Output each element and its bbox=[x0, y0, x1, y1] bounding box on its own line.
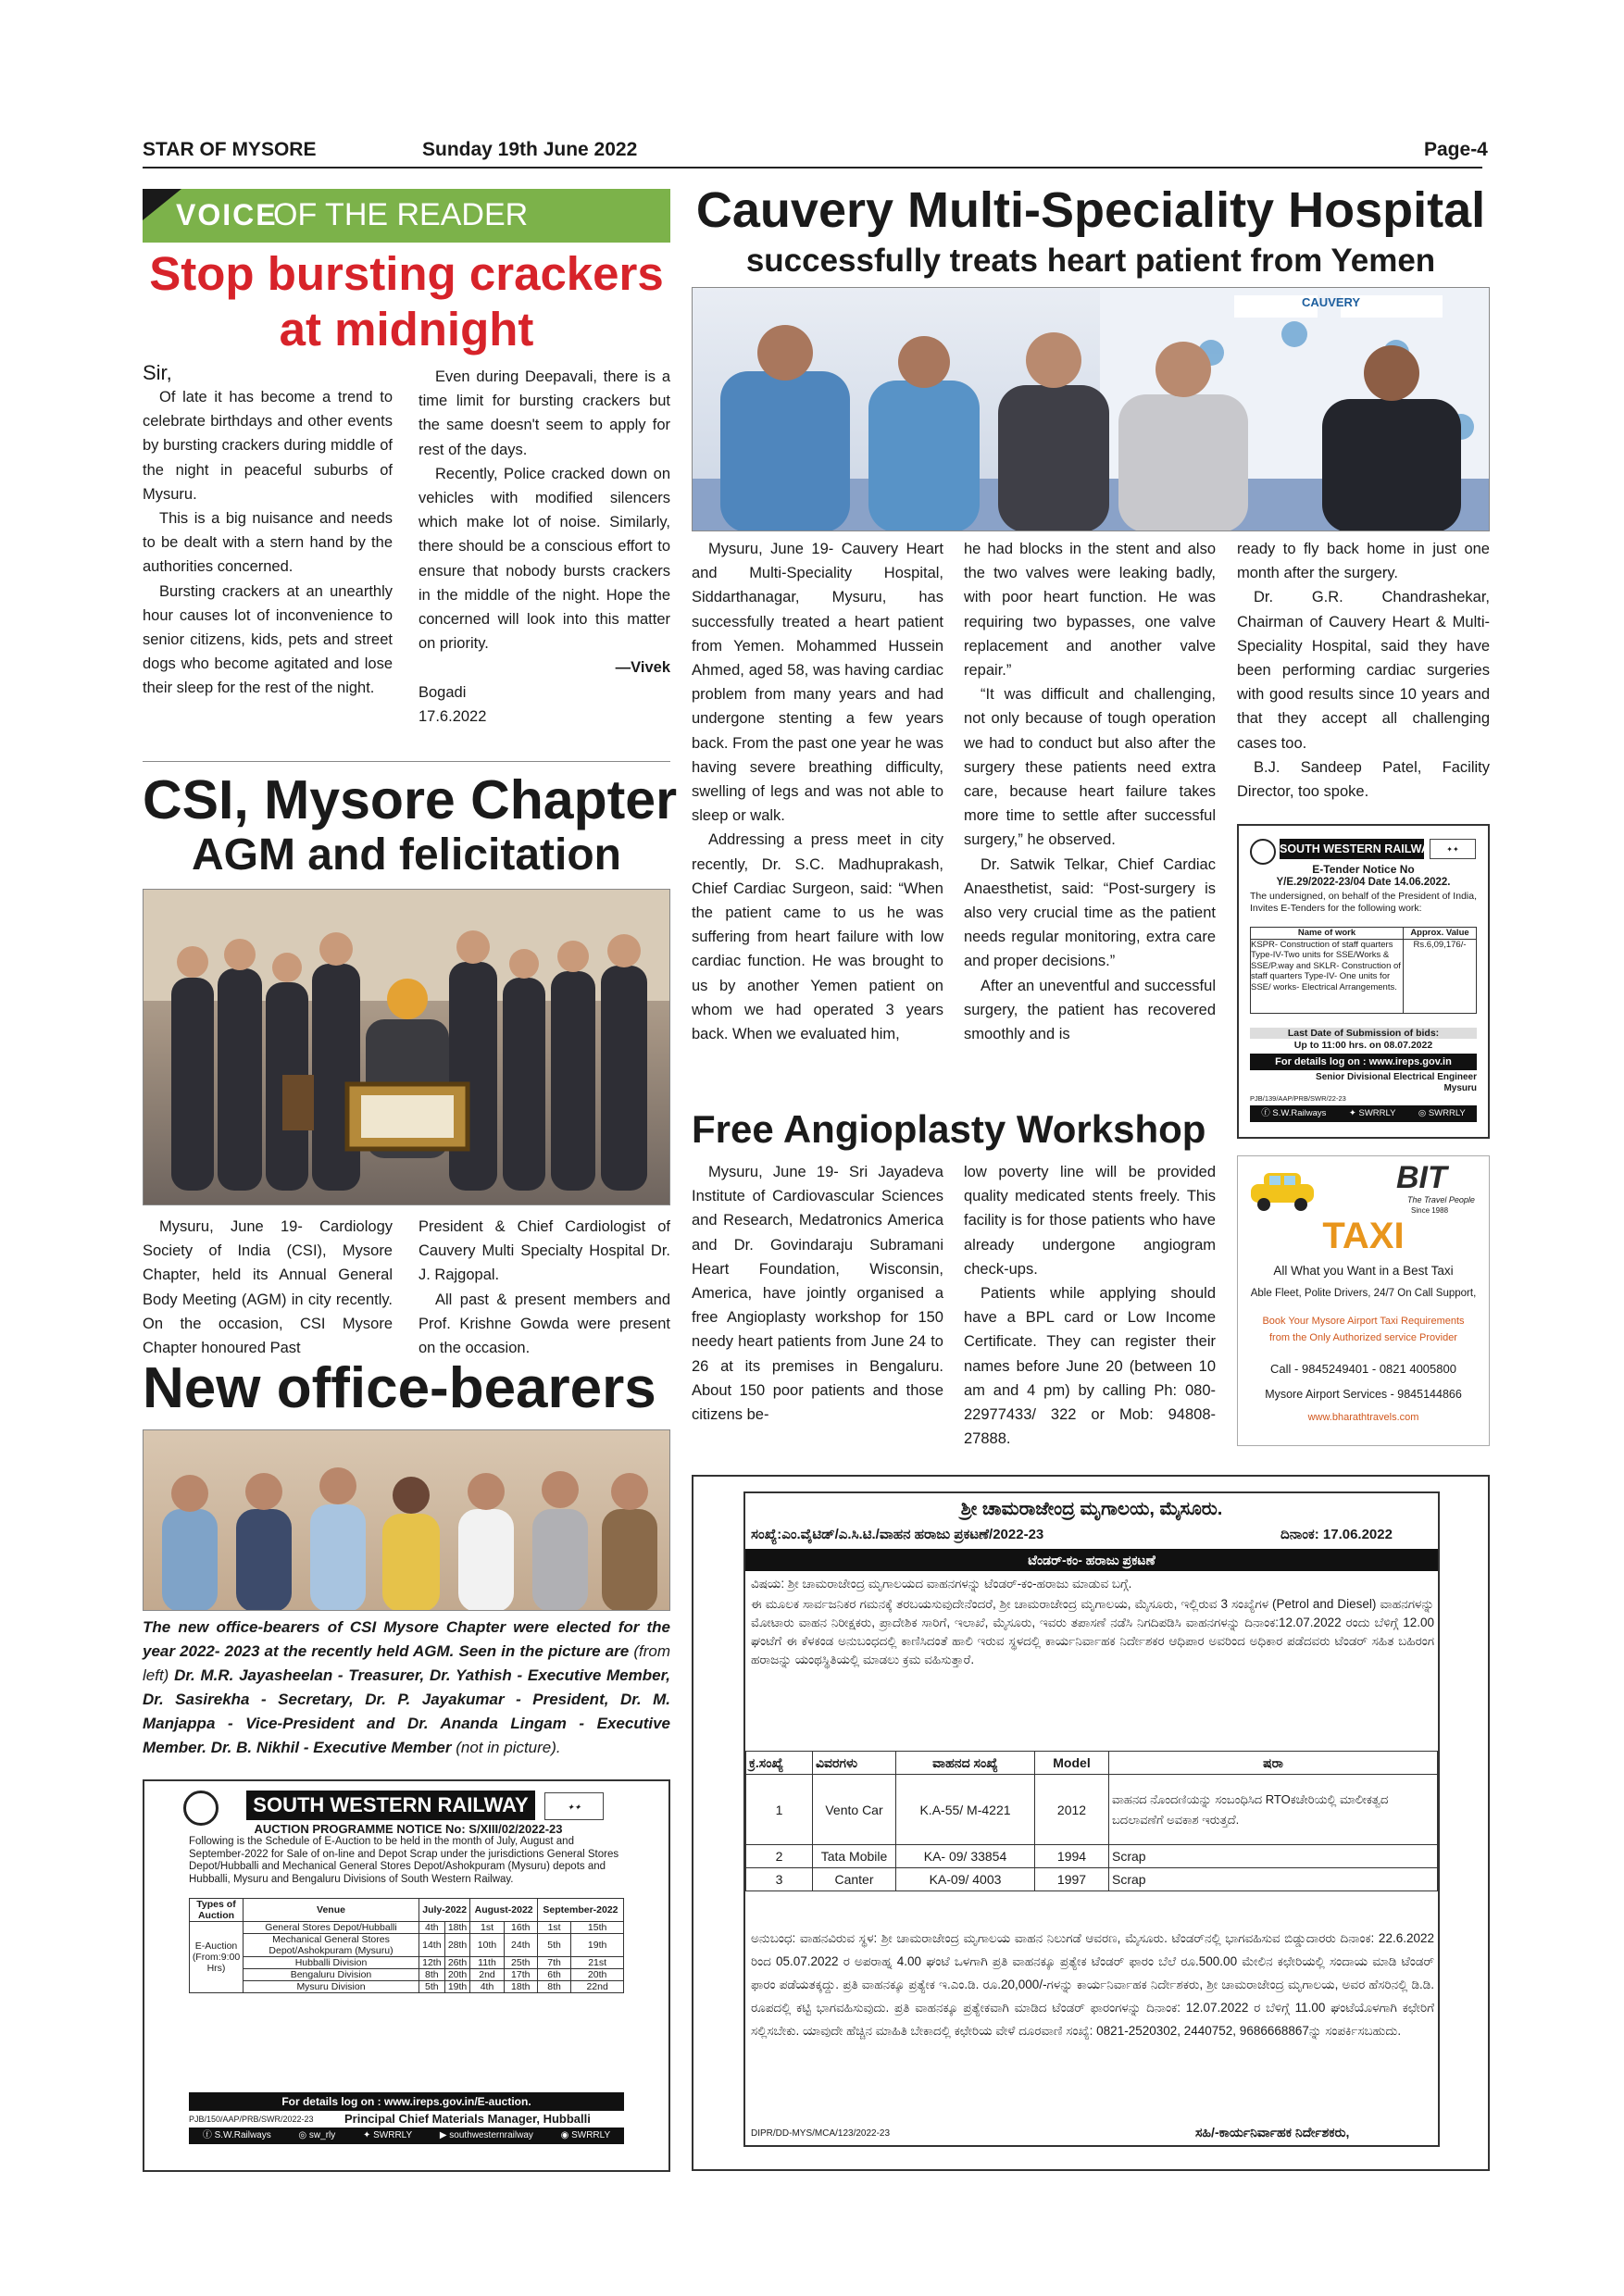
auction-cell: Hubballi Division bbox=[244, 1957, 419, 1969]
angio-paragraph: Mysuru, June 19- Sri Jayadeva Institute of Cardiovascular Sciences and Research, Medatronics America and Dr. Govindaraju Subramani Heart Foundation, Wisconsin, America, have jointly organised a free Angioplasty workshop for 150 needy heart patients from June 24 to 26 at its premises in Bengaluru. About 150 poor patients and those citizens be- bbox=[692, 1164, 943, 1424]
voice-column-2 bbox=[418, 365, 670, 729]
youtube-icon[interactable]: ▶ southwesternrailway bbox=[439, 2130, 533, 2140]
taxi-brand: BIT bbox=[1396, 1160, 1447, 1195]
letter-place: Bogadi bbox=[418, 683, 467, 701]
swr-etender-ad bbox=[1237, 824, 1490, 1139]
zoo-date: ದಿನಾಂಕ: 17.06.2022 bbox=[1280, 1527, 1393, 1542]
salutation: Sir, bbox=[143, 361, 172, 384]
auction-cell: 1st bbox=[470, 1922, 504, 1934]
auction-cell: 17th bbox=[504, 1969, 537, 1981]
zoo-cell: KA- 09/ 33854 bbox=[896, 1845, 1035, 1868]
zoo-cell: ವಾಹನದ ನೊಂದಣಿಯನ್ನು ಸಂಬಂಧಿಸಿದ RTOಕಚೇರಿಯಲ್ಲಿ ಮಾಲೀಕತ್ವದ ಬದಲಾವಣೆಗೆ ಅವಕಾಶ ಇರುತ್ತದೆ. bbox=[1109, 1775, 1438, 1845]
cauvery-paragraph: Dr. G.R. Chandrashekar, Chairman of Cauvery Heart & Multi-Speciality Hospital, said they have been performing cardiac surgeries with good results since 10 years and that they accept all challenging cases too. bbox=[1237, 589, 1490, 752]
office-bearers-illustration bbox=[144, 1430, 670, 1611]
zoo-header: Model bbox=[1035, 1752, 1109, 1775]
csi-agm-photo bbox=[143, 889, 670, 1205]
csi-paragraph: Mysuru, June 19- Cardiology Society of India (CSI), Mysore Chapter, held its Annual General Body Meeting (AGM) in city recently. On the occasion, CSI Mysore Chapter honoured Past bbox=[143, 1218, 393, 1357]
auction-cell: 15th bbox=[571, 1922, 624, 1934]
azadi-logo-icon: ✦✦ bbox=[1430, 839, 1476, 859]
azadi-logo-icon: ✦✦ bbox=[544, 1792, 604, 1820]
zoo-title: ಶ್ರೀ ಚಾಮರಾಜೇಂದ್ರ ಮೃಗಾಲಯ, ಮೈಸೂರು. bbox=[960, 1499, 1223, 1519]
etender-work: KSPR- Construction of staff quarters Type-IV-Two units for SSE/Works & SSE/P.way and SKLR- Construction of staff quarters Type-IV- One units for SSE/ works- Electrical Arrangements. bbox=[1251, 939, 1404, 1013]
etender-notice: E-Tender Notice No bbox=[1312, 863, 1415, 876]
voice-banner bbox=[143, 189, 670, 243]
auction-cell: 16th bbox=[504, 1922, 537, 1934]
taxi-airport: Mysore Airport Services - 9845144866 bbox=[1265, 1388, 1462, 1401]
facebook-icon[interactable]: ⓕ S.W.Railways bbox=[1261, 1108, 1327, 1118]
voice-paragraph: Of late it has become a trend to celebrate birthdays and other events by bursting crackers during middle of the night in peaceful suburbs of Mysuru. bbox=[143, 389, 393, 503]
taxi-line-3: Book Your Mysore Airport Taxi Requirements bbox=[1262, 1316, 1465, 1327]
railway-emblem-icon bbox=[1250, 839, 1276, 865]
etender-header: Approx. Value bbox=[1404, 928, 1477, 940]
zoo-cell: 1997 bbox=[1035, 1868, 1109, 1891]
etender-last-date-label: Last Date of Submission of bids: bbox=[1250, 1028, 1477, 1039]
group-photo-illustration bbox=[144, 890, 670, 1205]
voice-paragraph: Recently, Police cracked down on vehicles with modified silencers which make lot of noise. Similarly, there should be a conscious effort to ensure that nobody bursts crackers in the middle of the night. Hope the concerned will look into this matter on priority. bbox=[418, 465, 670, 653]
auction-cell: General Stores Depot/Hubballi bbox=[244, 1922, 419, 1934]
zoo-cell: KA-09/ 4003 bbox=[896, 1868, 1035, 1891]
auction-cell: Mechanical General Stores Depot/Ashokpuram (Mysuru) bbox=[244, 1934, 419, 1957]
zoo-cell: K.A-55/ M-4221 bbox=[896, 1775, 1035, 1845]
auction-table bbox=[189, 1898, 624, 1993]
auction-social-bar bbox=[189, 2128, 624, 2144]
cauvery-subhead: successfully treats heart patient from Yemen bbox=[745, 243, 1436, 279]
auction-cell: 2nd bbox=[470, 1969, 504, 1981]
zoo-footer: ಅನುಬಂಧ: ವಾಹನವಿರುವ ಸ್ಥಳ: ಶ್ರೀ ಚಾಮರಾಜೇಂದ್ರ ಮೃಗಾಲಯ ವಾಹನ ನಿಲುಗಡೆ ಆವರಣ, ಮೈಸೂರು. ಟೆಂಡರ್‌ನಲ್ಲಿ ಭಾಗವಹಿಸುವ ಬಿಡ್ಡುದಾರರು ದಿನಾಂಕ: 22.6.2022 ರಿಂದ 05.07.2022 ರ ಅಪರಾಹ್ನ 4.00 ಘಂಟೆ ಒಳಗಾಗಿ ಪ್ರತಿ ವಾಹನಕ್ಕೂ ಪ್ರತ್ಯೇಕ ಟೆಂಡರ್ ಫಾರಂ ಬೆಲೆ ರೂ.500.00 ಮೇಲಿನ ಕಛೇರಿಯಲ್ಲಿ ಸಂದಾಯ ಮಾಡಿ ಟೆಂಡರ್ ಫಾರಂ ಪಡೆಯತಕ್ಕದ್ದು. ಪ್ರತಿ ವಾಹನಕ್ಕೂ ಪ್ರತ್ಯೇಕ ಇ.ಎಂ.ಡಿ. ರೂ.20,000/-ಗಳನ್ನು ಕಾರ್ಯನಿರ್ವಾಹಕ ನಿರ್ದೇಶಕರು, ಶ್ರೀ ಚಾಮರಾಜೇಂದ್ರ ಮೃಗಾಲಯ, ಅವರ ಹೆಸರಿನಲ್ಲಿ ಡಿ.ಡಿ. ರೂಪದಲ್ಲಿ ಕಟ್ಟಿ ಭಾಗವಹಿಸುವುದು. ಪ್ರತಿ ವಾಹನಕ್ಕೂ ಪ್ರತ್ಯೇಕವಾಗಿ ಮಾಡಿದ ಟೆಂಡರ್ ಫಾರಂಗಳನ್ನು ದಿನಾಂಕ: 12.07.2022 ರ ಬೆಳಿಗ್ಗೆ 11.00 ಘಂಟೆಯೊಳಗಾಗಿ ಕಛೇರಿಗೆ ಸಲ್ಲಿಸಬೇಕು. ಯಾವುದೇ ಹೆಚ್ಚಿನ ಮಾಹಿತಿ ಬೇಕಾದಲ್ಲಿ ಕಛೇರಿಯ ವೇಳೆ ದೂರವಾಣಿ ಸಂಖ್ಯೆ: 0821-2520302, 2440752, 9686668867ನ್ನು ಸಂಪರ್ಕಿಸಬಹುದು. bbox=[751, 1931, 1434, 2038]
zoo-tender-ad bbox=[692, 1475, 1490, 2171]
auction-cell: 4th bbox=[470, 1981, 504, 1993]
csi-column-2 bbox=[418, 1215, 670, 1360]
cauvery-paragraph: After an uneventful and successful surgery, the patient has recovered smoothly and is bbox=[964, 977, 1216, 1043]
issue-date: Sunday 19th June 2022 bbox=[422, 139, 638, 160]
auction-cell: 21st bbox=[571, 1957, 624, 1969]
auction-type: E-Auction (From:9:00 Hrs) bbox=[190, 1922, 244, 1993]
etender-code: PJB/139/AAP/PRB/SWR/22-23 bbox=[1250, 1094, 1346, 1103]
taxi-word: TAXI bbox=[1322, 1216, 1405, 1256]
auction-cell: 1st bbox=[537, 1922, 570, 1934]
cauvery-paragraph: ready to fly back home in just one month after the surgery. bbox=[1237, 541, 1490, 582]
cauvery-column-3 bbox=[1237, 537, 1490, 804]
auction-header: September-2022 bbox=[537, 1899, 623, 1922]
social-handle: southwesternrailway bbox=[449, 2130, 533, 2140]
auction-cell: 8th bbox=[537, 1981, 570, 1993]
angio-column-2 bbox=[964, 1160, 1216, 1451]
voice-headline-1: Stop bursting crackers bbox=[149, 247, 664, 300]
social-handle: SWRRLY bbox=[571, 2130, 611, 2140]
etender-table bbox=[1250, 927, 1477, 1014]
section-divider bbox=[143, 761, 670, 762]
auction-cell: 5th bbox=[537, 1934, 570, 1957]
facebook-icon[interactable]: ⓕ S.W.Railways bbox=[202, 2130, 271, 2140]
zoo-signer: ಸಹಿ/-ಕಾರ್ಯನಿರ್ವಾಹಕ ನಿರ್ದೇಶಕರು, bbox=[1195, 2125, 1350, 2140]
zoo-header: ವಿವರಗಳು bbox=[813, 1752, 896, 1775]
voice-paragraph: This is a big nuisance and needs to be dealt with a stern hand by the authorities concerned. bbox=[143, 510, 393, 576]
reader-label: OF THE READER bbox=[273, 197, 529, 232]
taxi-since: Since 1988 bbox=[1411, 1206, 1449, 1215]
etender-signer: Senior Divisional Electrical Engineer bbox=[1316, 1072, 1477, 1082]
csi-headline-1: CSI, Mysore Chapter bbox=[143, 769, 678, 830]
auction-cell: 26th bbox=[444, 1957, 470, 1969]
social-handle: SWRRLY bbox=[373, 2130, 413, 2140]
zoo-body: ಈ ಮೂಲಕ ಸಾರ್ವಜನಿಕರ ಗಮನಕ್ಕೆ ತರಬಯಸುವುದೇನೆಂದರೆ, ಶ್ರೀ ಚಾಮರಾಜೇಂದ್ರ ಮೃಗಾಲಯ, ಮೈಸೂರು, ಇಲ್ಲಿರುವ 3 ಸಂಖ್ಯೆಗಳ (Petrol and Diesel) ವಾಹನಗಳನ್ನು ಮೋಟಾರು ವಾಹನ ನಿರೀಕ್ಷಕರು, ಪ್ರಾದೇಶಿಕ ಸಾರಿಗೆ, ಇಲಾಖೆ, ಮೈಸೂರು, ಇವರು ತಪಾಸಣೆ ನಡೆಸಿ ನಿಗದಿಪಡಿಸಿ ವಾಹನಗಳನ್ನು ದಿನಾಂಕ:12.07.2022 ರಂದು ಬೆಳಿಗ್ಗೆ 12.00 ಘಂಟೆಗೆ ಈ ಕೆಳಕಂಡ ಅನುಬಂಧದಲ್ಲಿ ಕಾಣಿಸಿದಂತೆ ಹಾಲಿ ಇರುವ ಸ್ಥಳದಲ್ಲಿ ಕಾರ್ಯನಿರ್ವಾಹಕ ನಿರ್ದೇಶಕರ ಆಧಿಪಾರ ಅವರಿಂದ ಅಧಿಕಾರ ಪಡೆದವರು ಟೆಂಡರ್ ಸಹಿತ ಬಹಿರಂಗ ಹರಾಜನ್ನು ಯಂಥಸ್ಥಿತಿಯಲ್ಲಿ ಮಾಡಲು ಕ್ರಮ ವಹಿಸುತ್ತಾರೆ. bbox=[751, 1597, 1434, 1666]
cauvery-paragraph: Addressing a press meet in city recently, Dr. S.C. Madhuprakash, Chief Cardiac Surgeon, said: “When the patient came to us he was suffering from heart failure with low cardiac function. He was brought to us by another Yemen patient on whom we had operated 3 years back. When we evaluated him, bbox=[692, 831, 943, 1043]
auction-cell: 11th bbox=[470, 1957, 504, 1969]
auction-cell: 28th bbox=[444, 1934, 470, 1957]
cauvery-press-photo bbox=[692, 287, 1490, 531]
csi-paragraph: President & Chief Cardiologist of Cauvery Multi Specialty Hospital Dr. J. Rajgopal. bbox=[418, 1218, 670, 1284]
social-handle: SWRRLY bbox=[1358, 1108, 1396, 1118]
page-number: Page-4 bbox=[1424, 139, 1488, 160]
voice-label: VOICE bbox=[176, 198, 278, 231]
zoo-subject: ವಿಷಯ: ಶ್ರೀ ಚಾಮರಾಜೇಂದ್ರ ಮೃಗಾಲಯದ ವಾಹನಗಳನ್ನು ಟೆಂಡರ್-ಕಂ-ಹರಾಜು ಮಾಡುವ ಬಗ್ಗೆ. bbox=[751, 1577, 1132, 1591]
zoo-ref: ಸಂಖ್ಯೆ:ಎಂ.ವೈಟಿಡ್/ಎ.ಸಿ.ಟಿ./ವಾಹನ ಹರಾಜು ಪ್ರಕಟಣೆ/2022-23 bbox=[751, 1527, 1044, 1542]
paper-name: STAR OF MYSORE bbox=[143, 139, 317, 160]
etender-intro: The undersigned, on behalf of the President of India, Invites E-Tenders for the following work: bbox=[1250, 891, 1477, 914]
auction-cell: 19th bbox=[571, 1934, 624, 1957]
zoo-vehicle-table bbox=[745, 1751, 1438, 1891]
angio-paragraph: Patients while applying should have a BPL card or Low Income Certificate. They can register their names before June 20 (between 10 am and 4 pm) by calling Ph: 080-22977433/ 322 or Mob: 94808-27888. bbox=[964, 1285, 1216, 1448]
letter-signature: —Vivek bbox=[615, 659, 670, 677]
auction-header: Types of Auction bbox=[190, 1899, 244, 1922]
zoo-cell: Canter bbox=[813, 1868, 896, 1891]
auction-header: August-2022 bbox=[470, 1899, 538, 1922]
zoo-code: DIPR/DD-MYS/MCA/123/2022-23 bbox=[751, 2128, 891, 2139]
cauvery-paragraph: Mysuru, June 19- Cauvery Heart and Multi-Speciality Hospital, Siddarthanagar, Mysuru, has successfully treated a heart patient from Yemen. Mohammed Hussein Ahmed, aged 58, was having cardiac problem from many years and had undergone stenting a few years back. From the past one year he was having severe breathing difficulty, swelling of legs and was not able to sleep or walk. bbox=[692, 541, 943, 825]
auction-cell: 25th bbox=[504, 1957, 537, 1969]
auction-cell: 22nd bbox=[571, 1981, 624, 1993]
zoo-cell: 1 bbox=[746, 1775, 813, 1845]
auction-cell: 20th bbox=[571, 1969, 624, 1981]
angio-paragraph: low poverty line will be provided quality medicated stents freely. This facility is for those patients who have already undergone angiogram check-ups. bbox=[964, 1164, 1216, 1278]
caption-aside: (from left) bbox=[143, 1642, 670, 1684]
zoo-band: ಟೆಂಡರ್-ಕಂ- ಹರಾಜು ಪ್ರಕಟಣೆ bbox=[745, 1549, 1438, 1571]
twitter-icon[interactable]: ✦ SWRRLY bbox=[362, 2130, 413, 2140]
office-bearers-photo bbox=[143, 1429, 670, 1611]
csi-column-1 bbox=[143, 1215, 393, 1360]
auction-title: SOUTH WESTERN RAILWAY bbox=[246, 1791, 535, 1820]
zoo-header: ಕ್ರ.ಸಂಖ್ಯೆ bbox=[746, 1752, 813, 1775]
voice-headline-2: at midnight bbox=[279, 303, 534, 356]
etender-place: Mysuru bbox=[1443, 1083, 1477, 1093]
swr-auction-ad bbox=[143, 1779, 670, 2172]
taxi-car-icon bbox=[1245, 1167, 1319, 1214]
zoo-cell: 2 bbox=[746, 1845, 813, 1868]
zoo-cell: Vento Car bbox=[813, 1775, 896, 1845]
taxi-line-1: All What you Want in a Best Taxi bbox=[1273, 1264, 1454, 1278]
taxi-website[interactable]: www.bharathtravels.com bbox=[1307, 1412, 1419, 1423]
masthead-rule bbox=[143, 167, 1482, 168]
zoo-header: ಷರಾ bbox=[1109, 1752, 1438, 1775]
auction-notice-no: AUCTION PROGRAMME NOTICE No: S/XIII/02/2022-23 bbox=[254, 1822, 563, 1836]
auction-cell: 19th bbox=[444, 1981, 470, 1993]
taxi-line-4: from the Only Authorized service Provider bbox=[1269, 1332, 1457, 1343]
etender-social-bar bbox=[1250, 1105, 1477, 1122]
auction-cell: Mysuru Division bbox=[244, 1981, 419, 1993]
voice-paragraph: Bursting crackers at an unearthly hour causes lot of inconvenience to senior citizens, kids, pets and street dogs who become agitated and lose their sleep for the rest of the night. bbox=[143, 582, 393, 697]
voice-column-1 bbox=[143, 361, 393, 701]
auction-cell: 18th bbox=[444, 1922, 470, 1934]
caption-names: Dr. M.R. Jayasheelan - Treasurer, Dr. Yathish - Executive Member, Dr. Sasirekha - Secretary, Dr. P. Jayakumar - President, Dr. M. Manjappa - Vice-President and Dr. Ananda Lingam - Executive Member. Dr. B. Nikhil - Executive Member bbox=[143, 1666, 670, 1756]
press-meet-illustration bbox=[693, 288, 1490, 531]
cauvery-paragraph: he had blocks in the stent and also the two valves were leaking badly, with poor heart function. He was requiring two bypasses, one valve replacement and another valve repair.” bbox=[964, 541, 1216, 680]
auction-header: Venue bbox=[244, 1899, 419, 1922]
csi-paragraph: All past & present members and Prof. Krishne Gowda were present on the occasion. bbox=[418, 1291, 670, 1357]
cauvery-paragraph: “It was difficult and challenging, not only because of tough operation we had to conduct but also after the surgery these patients need extra care, because heart failure takes more time to settle after successful surgery,” he observed. bbox=[964, 686, 1216, 849]
zoo-notice-frame bbox=[743, 1491, 1440, 2147]
auction-cell: 24th bbox=[504, 1934, 537, 1957]
auction-cell: 7th bbox=[537, 1957, 570, 1969]
angio-headline: Free Angioplasty Workshop bbox=[692, 1107, 1206, 1151]
auction-cell: 5th bbox=[419, 1981, 445, 1993]
taxi-line-2: Able Fleet, Polite Drivers, 24/7 On Call Support, bbox=[1250, 1288, 1477, 1299]
csi-headline-2: AGM and felicitation bbox=[191, 830, 621, 880]
social-handle: S.W.Railways bbox=[1272, 1108, 1327, 1118]
social-handle: S.W.Railways bbox=[214, 2130, 271, 2140]
etender-ref: Y/E.29/2022-23/04 Date 14.06.2022. bbox=[1276, 877, 1451, 888]
auction-code: PJB/150/AAP/PRB/SWR/2022-23 bbox=[189, 2115, 314, 2124]
social-handle: sw_rly bbox=[308, 2130, 336, 2140]
cauvery-paragraph: Dr. Satwik Telkar, Chief Cardiac Anaesthetist, said: “Post-surgery is also very crucial time as the patient needs regular monitoring, extra care and proper decisions.” bbox=[964, 855, 1216, 970]
zoo-header: ವಾಹನದ ಸಂಖ್ಯೆ bbox=[896, 1752, 1035, 1775]
caption-text: The new office-bearers of CSI Mysore Chapter were elected for the year 2022- 2023 at the recently held AGM. Seen in the picture are bbox=[143, 1618, 670, 1660]
taxi-ad bbox=[1237, 1155, 1490, 1446]
etender-details-link[interactable]: For details log on : www.ireps.gov.in bbox=[1250, 1054, 1477, 1070]
auction-cell: 6th bbox=[537, 1969, 570, 1981]
cauvery-paragraph: B.J. Sandeep Patel, Facility Director, too spoke. bbox=[1237, 758, 1490, 801]
voice-paragraph: Even during Deepavali, there is a time limit for bursting crackers but the same doesn't seem to apply for rest of the days. bbox=[418, 368, 670, 458]
auction-header: July-2022 bbox=[419, 1899, 470, 1922]
taxi-call: Call - 9845249401 - 0821 4005800 bbox=[1270, 1362, 1456, 1376]
auction-intro: Following is the Schedule of E-Auction to be held in the month of July, August and September-2022 for Sale of on-line and Depot Scrap under the jurisdictions General Stores Depot/Hubballi and Mechanical General Stores Depot/Ashokpuram (Mysuru) depots and Hubballi, Mysuru and Bengaluru Divisions of South Western Railway. bbox=[189, 1836, 619, 1885]
office-caption bbox=[143, 1616, 670, 1760]
twitter-icon[interactable]: ✦ SWRRLY bbox=[1348, 1108, 1396, 1118]
instagram-icon[interactable]: ◎ SWRRLY bbox=[1418, 1108, 1466, 1118]
zoo-cell: Tata Mobile bbox=[813, 1845, 896, 1868]
zoo-cell: 1994 bbox=[1035, 1845, 1109, 1868]
auction-cell: 12th bbox=[419, 1957, 445, 1969]
auction-cell: 18th bbox=[504, 1981, 537, 1993]
auction-cell: 10th bbox=[470, 1934, 504, 1957]
auction-cell: 20th bbox=[444, 1969, 470, 1981]
angio-column-1 bbox=[692, 1160, 943, 1427]
office-headline: New office-bearers bbox=[143, 1356, 656, 1420]
taxi-tagline: The Travel People bbox=[1407, 1195, 1475, 1204]
etender-value: Rs.6,09,176/- bbox=[1404, 939, 1477, 1013]
letter-date: 17.6.2022 bbox=[418, 707, 487, 725]
auction-cell: 4th bbox=[419, 1922, 445, 1934]
photo-banner-text: CAUVERY bbox=[1302, 295, 1361, 309]
auction-signer: Principal Chief Materials Manager, Hubballi bbox=[344, 2112, 591, 2126]
etender-header: Name of work bbox=[1251, 928, 1404, 940]
auction-cell: 14th bbox=[419, 1934, 445, 1957]
zoo-cell: 2012 bbox=[1035, 1775, 1109, 1845]
railway-emblem-icon bbox=[183, 1791, 219, 1826]
zoo-cell: 3 bbox=[746, 1868, 813, 1891]
cauvery-headline: Cauvery Multi-Speciality Hospital bbox=[695, 182, 1486, 238]
etender-title: SOUTH WESTERN RAILWAY bbox=[1280, 839, 1424, 859]
etender-last-date: Up to 11:00 hrs. on 08.07.2022 bbox=[1293, 1040, 1433, 1051]
instagram-icon[interactable]: ◎ sw_rly bbox=[298, 2130, 336, 2140]
auction-cell: 8th bbox=[419, 1969, 445, 1981]
zoo-cell: Scrap bbox=[1109, 1845, 1438, 1868]
social-handle: SWRRLY bbox=[1428, 1108, 1466, 1118]
zoo-cell: Scrap bbox=[1109, 1868, 1438, 1891]
koo-icon[interactable]: ◉ SWRRLY bbox=[560, 2130, 611, 2140]
auction-details-link[interactable]: For details log on : www.ireps.gov.in/E-auction. bbox=[189, 2092, 624, 2111]
cauvery-column-1 bbox=[692, 537, 943, 1046]
cauvery-column-2 bbox=[964, 537, 1216, 1046]
auction-cell: Bengaluru Division bbox=[244, 1969, 419, 1981]
caption-tail: (not in picture). bbox=[451, 1739, 561, 1756]
